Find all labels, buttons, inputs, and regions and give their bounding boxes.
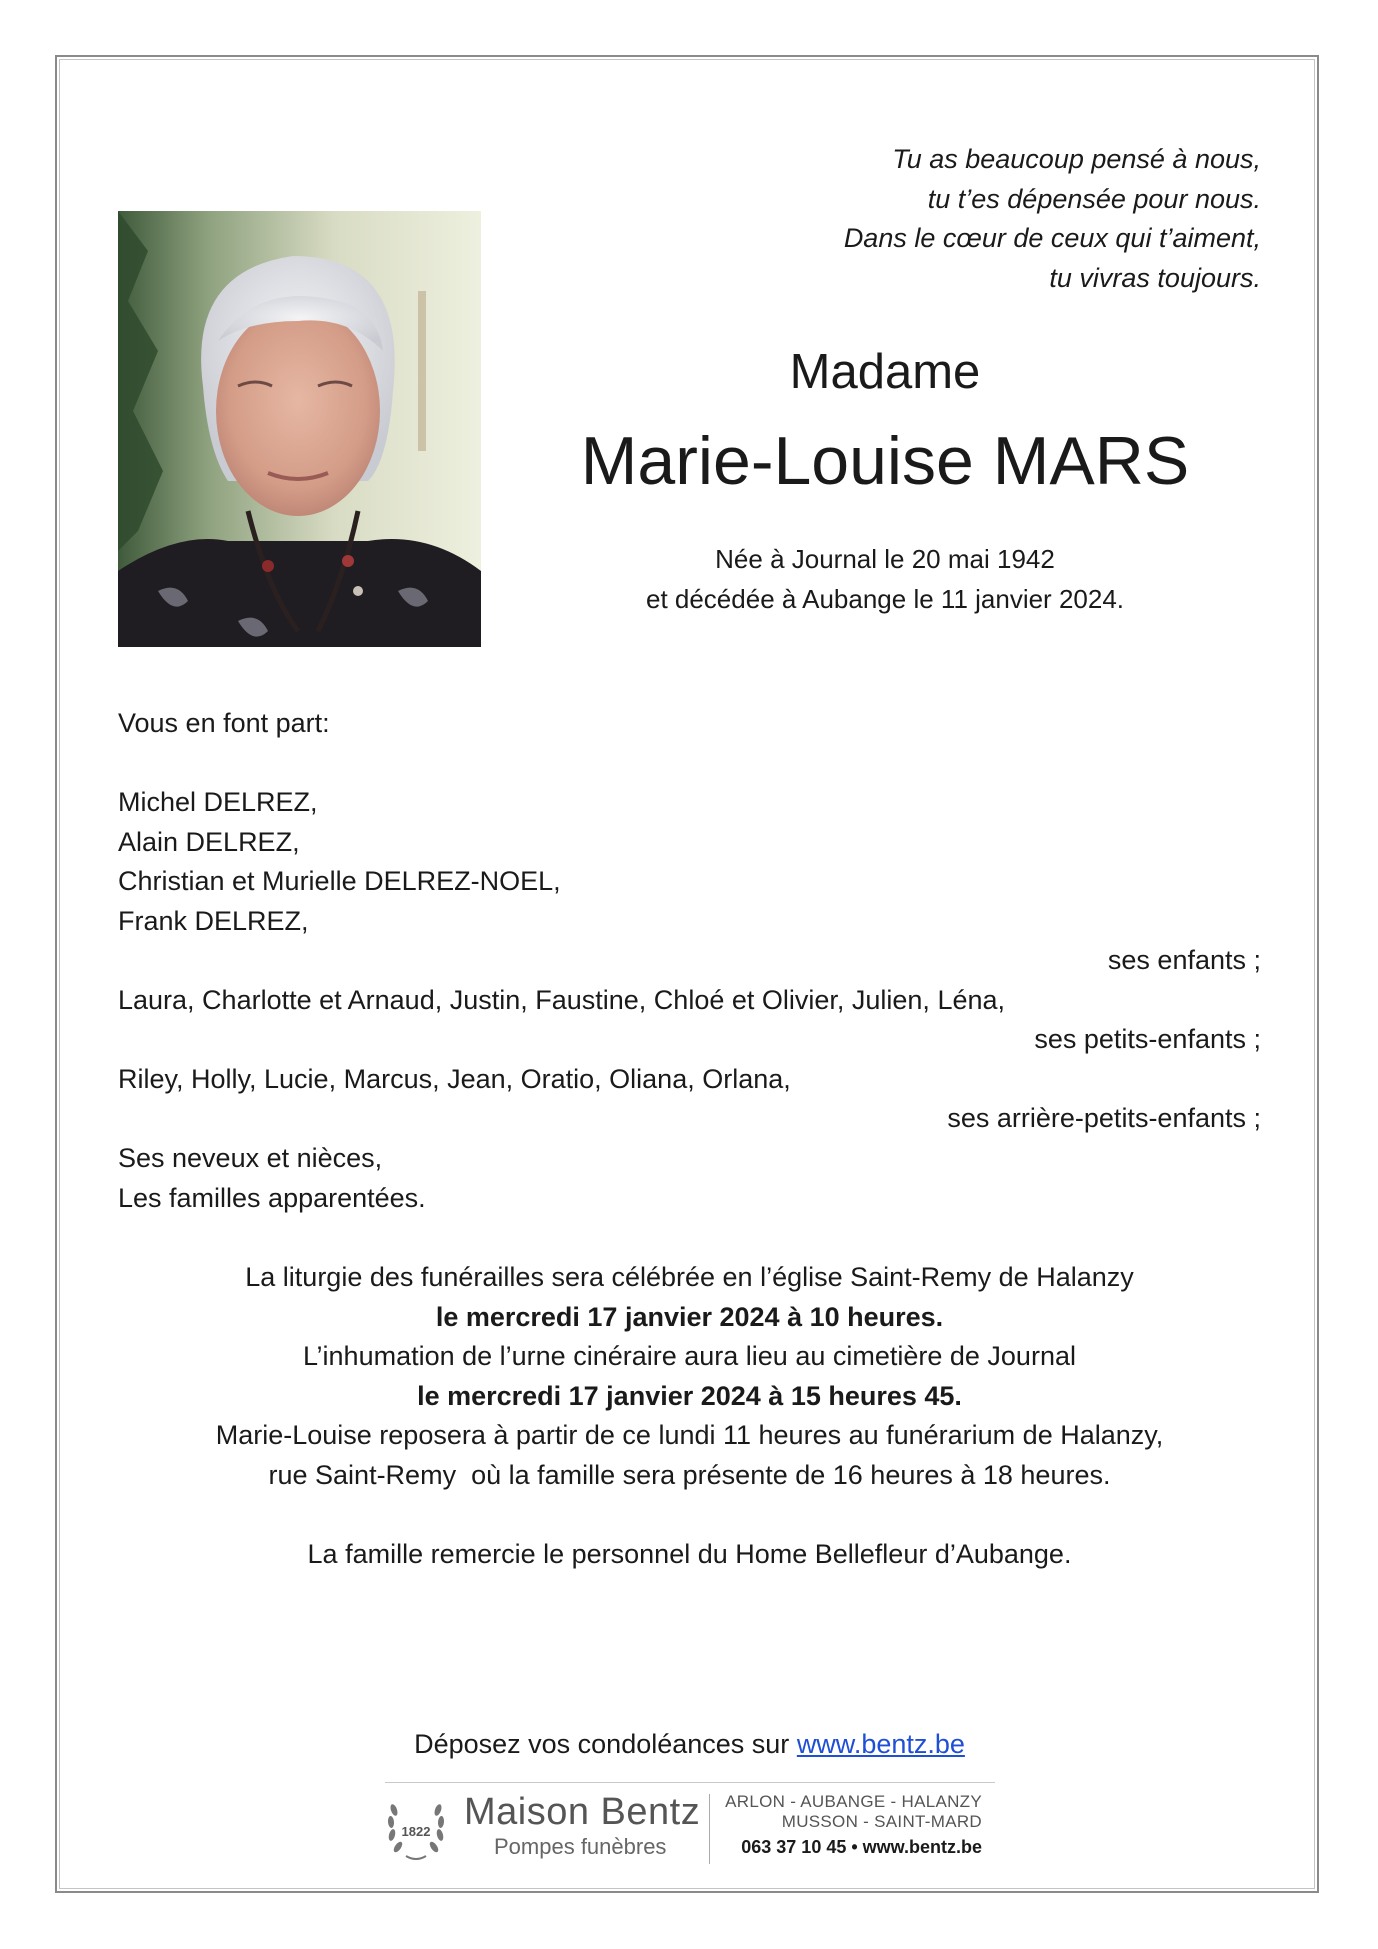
rest-text: Marie-Louise reposera à partir de ce lundi 11 heures au funérarium de Halanzy, bbox=[215, 1420, 1164, 1450]
logo-divider bbox=[709, 1794, 710, 1864]
condolences-link[interactable]: www.bentz.be bbox=[796, 1729, 965, 1759]
list-item: Frank DELREZ, bbox=[118, 905, 309, 936]
other-relatives bbox=[118, 1139, 426, 1218]
wreath-icon bbox=[384, 1790, 448, 1868]
funeral-home-logo bbox=[384, 1790, 1004, 1872]
poem-line: tu t’es dépensée pour nous. bbox=[927, 183, 1261, 214]
condolences-text: Déposez vos condoléances sur bbox=[414, 1729, 797, 1759]
condolences bbox=[118, 1724, 1261, 1764]
footer-divider bbox=[385, 1782, 995, 1783]
list-item: Les familles apparentées. bbox=[118, 1182, 426, 1213]
birth-line: Née à Journal le 20 mai 1942 bbox=[715, 544, 1055, 574]
poem-line: Tu as beaucoup pensé à nous, bbox=[892, 144, 1261, 174]
list-item: Michel DELREZ, bbox=[118, 787, 318, 817]
salutation: Madame bbox=[789, 345, 981, 399]
brand-towns: ARLON - AUBANGE - HALANZY bbox=[725, 1792, 982, 1811]
poem-line: tu vivras toujours. bbox=[1049, 262, 1261, 293]
portrait-photo bbox=[118, 211, 481, 647]
brand-subtitle: Pompes funèbres bbox=[494, 1834, 667, 1859]
children-role: ses enfants ; bbox=[1107, 945, 1261, 975]
list-item: Alain DELREZ, bbox=[118, 826, 300, 857]
grandchildren-role: ses petits-enfants ; bbox=[1034, 1024, 1261, 1054]
great-grandchildren-role: ses arrière-petits-enfants ; bbox=[947, 1103, 1261, 1133]
brand-name: Maison Bentz bbox=[464, 1791, 701, 1833]
brand bbox=[464, 1790, 700, 1860]
liturgy-date: le mercredi 17 janvier 2024 à 10 heures. bbox=[435, 1301, 944, 1332]
liturgy-text: La liturgie des funérailles sera célébrée en l’église Saint-Remy de Halanzy bbox=[245, 1262, 1134, 1292]
burial-text: L’inhumation de l’urne cinéraire aura lieu au cimetière de Journal bbox=[303, 1341, 1076, 1371]
death-line: et décédée à Aubange le 11 janvier 2024. bbox=[645, 583, 1125, 614]
list-item: Ses neveux et nièces, bbox=[118, 1143, 383, 1173]
intro-text: Vous en font part: bbox=[118, 708, 330, 738]
rest-text: rue Saint-Remy où la famille sera présente de 16 heures à 18 heures. bbox=[268, 1459, 1111, 1490]
brand-contact-block bbox=[725, 1792, 982, 1860]
great-grandchildren-list: Riley, Holly, Lucie, Marcus, Jean, Oratio, Oliana, Orlana, bbox=[118, 1064, 791, 1094]
list-item: Christian et Murielle DELREZ-NOEL, bbox=[118, 866, 561, 896]
burial-date: le mercredi 17 janvier 2024 à 15 heures 45. bbox=[417, 1380, 962, 1411]
deceased-name: Marie-Louise MARS bbox=[580, 423, 1190, 499]
ceremony-info bbox=[118, 1258, 1261, 1495]
poem bbox=[844, 140, 1261, 298]
logo-year: 1822 bbox=[401, 1824, 431, 1839]
grandchildren-list: Laura, Charlotte et Arnaud, Justin, Faustine, Chloé et Olivier, Julien, Léna, bbox=[118, 985, 1006, 1015]
poem-line: Dans le cœur de ceux qui t’aiment, bbox=[843, 223, 1261, 253]
dates bbox=[520, 540, 1250, 619]
brand-contact: 063 37 10 45 • www.bentz.be bbox=[741, 1837, 982, 1857]
thanks-text: La famille remercie le personnel du Home Bellefleur d’Aubange. bbox=[307, 1539, 1072, 1569]
children-list bbox=[118, 783, 561, 941]
brand-towns: MUSSON - SAINT-MARD bbox=[781, 1812, 982, 1831]
